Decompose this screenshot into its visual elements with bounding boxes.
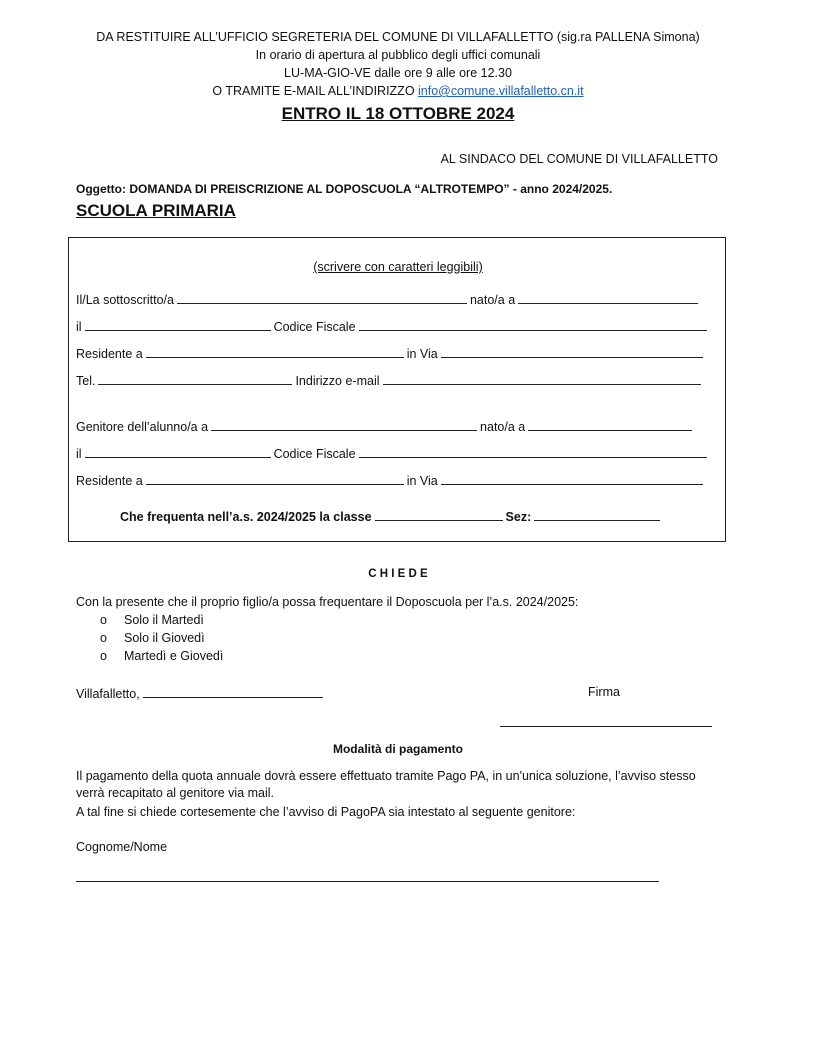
label-street: in Via [406, 347, 438, 361]
checkbox-circle-icon: o [100, 631, 107, 645]
label-parent: Genitore dell’alunno/a a [76, 420, 209, 434]
header-line-3: LU-MA-GIO-VE dalle ore 9 alle ore 12.30 [284, 66, 512, 80]
payer-name-label: Cognome/Nome [76, 840, 168, 854]
subject-label: Oggetto: [76, 182, 126, 196]
header-line-4 [0, 84, 796, 98]
field-child-city[interactable] [146, 472, 404, 485]
field-applicant-phone[interactable] [98, 372, 292, 385]
field-applicant-street[interactable] [441, 345, 703, 358]
option-label: Solo il Giovedì [124, 631, 205, 645]
label-date: il [76, 320, 82, 334]
label-child-street: in Via [406, 474, 438, 488]
label-birthplace: nato/a a [469, 293, 516, 307]
label-child-birthplace: nato/a a [480, 420, 526, 434]
subject-text: DOMANDA DI PREISCRIZIONE AL DOPOSCUOLA “ALTROTEMPO” - anno 2024/2025. [126, 182, 613, 196]
request-title: C H I E D E [368, 568, 428, 580]
option-label: Solo il Martedì [124, 613, 204, 627]
form-row-applicant-residence [76, 345, 718, 361]
header-line-1: DA RESTITUIRE ALL’UFFICIO SEGRETERIA DEL COMUNE DI VILLAFALLETTO (sig.ra PALLENA Simona) [96, 30, 700, 44]
payment-text-1: Il pagamento della quota annuale dovrà essere effettuato tramite Pago PA, in un'unica soluzione, l’avviso stesso verrà recapitato al genitore via mail. [76, 769, 696, 800]
form-row-applicant-cf [76, 318, 718, 334]
checkbox-circle-icon: o [100, 613, 107, 627]
signature-label: Firma [588, 685, 620, 699]
request-intro: Con la presente che il proprio figlio/a possa frequentare il Doposcuola per l’a.s. 2024/2025: [76, 595, 579, 609]
legibility-note: (scrivere con caratteri leggibili) [313, 260, 483, 274]
label-email: Indirizzo e-mail [295, 374, 380, 388]
field-applicant-birthplace[interactable] [518, 291, 698, 304]
field-date[interactable] [143, 685, 323, 698]
checkbox-circle-icon: o [100, 649, 107, 663]
label-section: Sez: [505, 510, 532, 524]
label-fiscal-code: Codice Fiscale [273, 320, 356, 334]
field-child-birthdate[interactable] [85, 445, 271, 458]
label-applicant: Il/La sottoscritto/a [76, 293, 174, 307]
field-class[interactable] [375, 508, 503, 521]
header-line-2: In orario di apertura al pubblico degli uffici comunali [255, 48, 541, 62]
field-child-fiscal-code[interactable] [359, 445, 707, 458]
payment-title: Modalità di pagamento [332, 742, 463, 756]
signature-field[interactable] [500, 725, 712, 727]
field-child-birthplace[interactable] [528, 418, 692, 431]
label-child-fiscal-code: Codice Fiscale [273, 447, 356, 461]
label-phone: Tel. [76, 374, 96, 388]
option-thursday[interactable] [100, 631, 205, 645]
form-row-applicant-contact [76, 372, 718, 388]
applicant-form-box [68, 237, 726, 542]
option-label: Martedì e Giovedì [124, 649, 224, 663]
payer-name-field[interactable] [76, 880, 659, 882]
email-prefix: O TRAMITE E-MAIL ALL’INDIRIZZO [212, 84, 419, 98]
subject-line [76, 182, 612, 196]
form-row-parent [76, 418, 718, 434]
form-row-applicant [76, 291, 718, 307]
field-child-street[interactable] [441, 472, 703, 485]
place-date-row [76, 685, 326, 701]
label-class: Che frequenta nell’a.s. 2024/2025 la classe [120, 510, 372, 524]
payment-text-2: A tal fine si chiede cortesemente che l’avviso di PagoPA sia intestato al seguente genitore: [76, 805, 576, 819]
email-link[interactable]: info@comune.villafalletto.cn.it [418, 84, 584, 98]
field-applicant-name[interactable] [177, 291, 467, 304]
form-row-child-residence [76, 472, 718, 488]
field-applicant-birthdate[interactable] [85, 318, 271, 331]
form-row-child-cf [76, 445, 718, 461]
label-residence: Residente a [76, 347, 143, 361]
field-child-name[interactable] [211, 418, 477, 431]
field-section[interactable] [534, 508, 660, 521]
addressee: AL SINDACO DEL COMUNE DI VILLAFALLETTO [440, 152, 718, 166]
field-applicant-fiscal-code[interactable] [359, 318, 707, 331]
label-child-date: il [76, 447, 82, 461]
school-title: SCUOLA PRIMARIA [76, 201, 236, 220]
label-place: Villafalletto, [76, 687, 140, 701]
field-applicant-email[interactable] [383, 372, 701, 385]
option-both[interactable] [100, 649, 223, 663]
field-applicant-city[interactable] [146, 345, 404, 358]
option-tuesday[interactable] [100, 613, 204, 627]
form-row-class [120, 508, 663, 524]
label-child-residence: Residente a [76, 474, 143, 488]
deadline-title: ENTRO IL 18 OTTOBRE 2024 [281, 104, 515, 123]
